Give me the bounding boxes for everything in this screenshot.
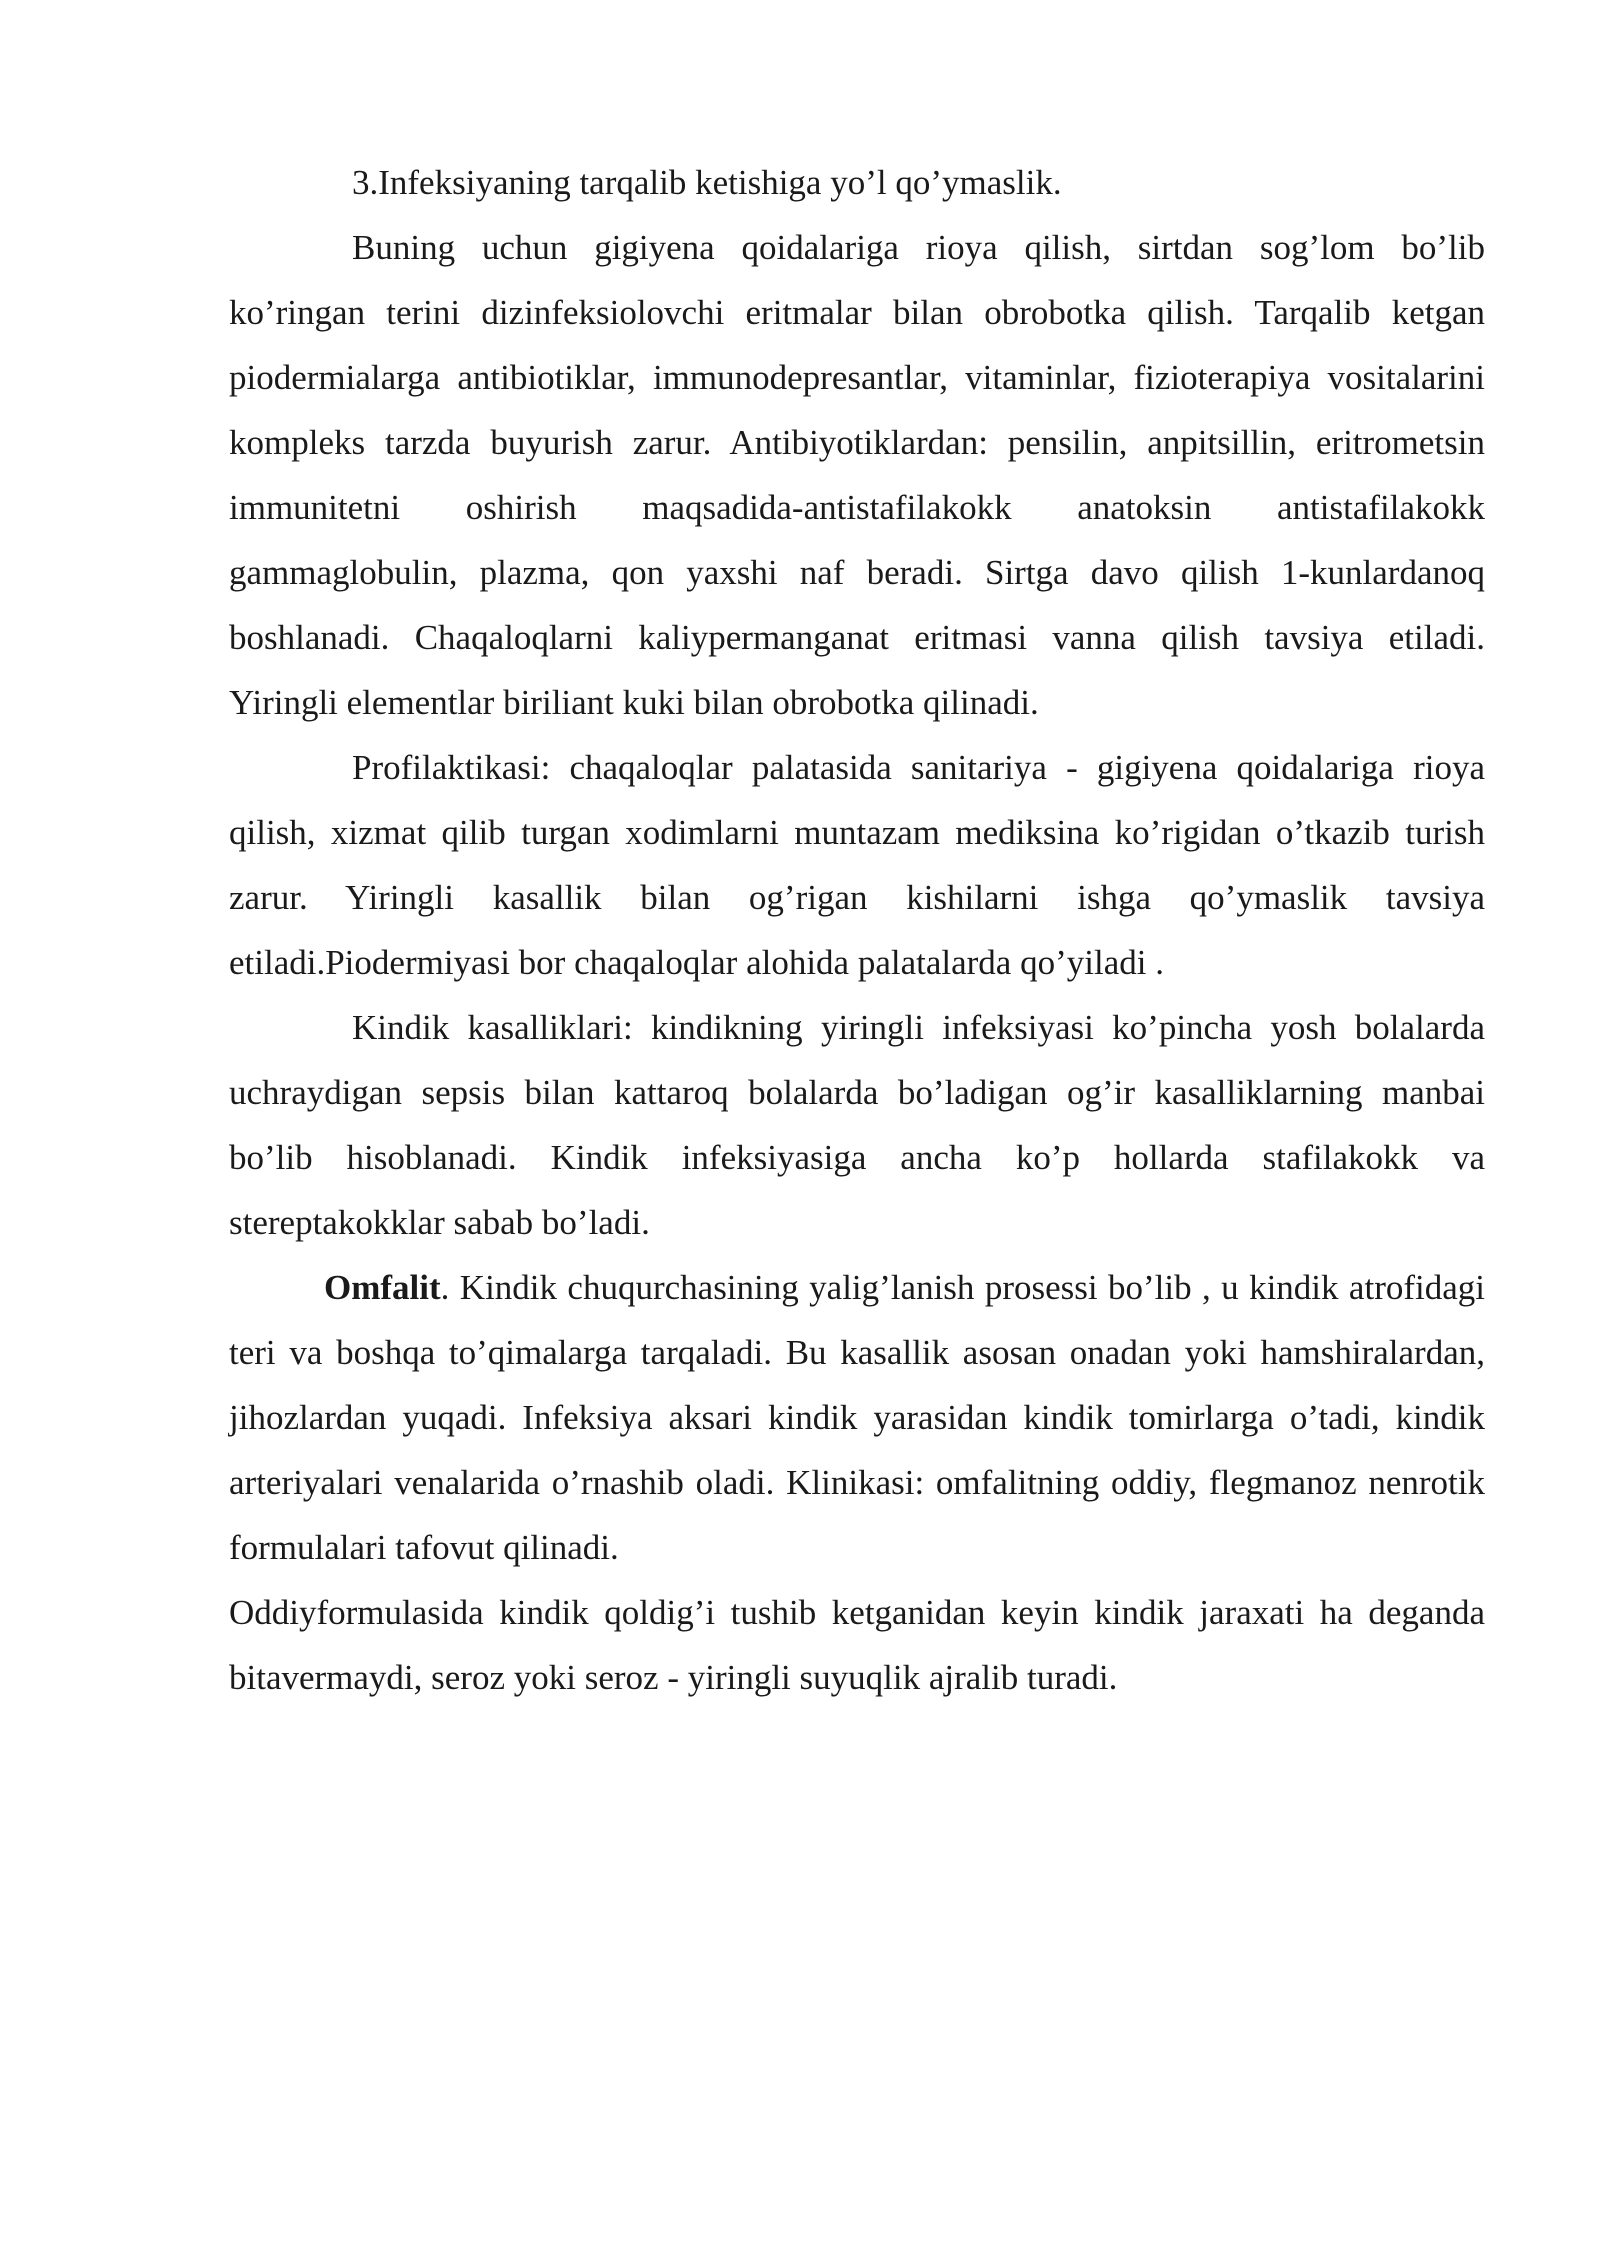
bold-term-omfalit: Omfalit	[324, 1268, 441, 1307]
paragraph-text: . Kindik chuqurchasining yalig’lanish prosessi bo’lib , u kindik atrofidagi teri va boshqa to’qimalarga tarqaladi. Bu kasallik asosan onadan yoki hamshiralardan, jihozlardan yuqadi. Infeksiya aksari kindik yarasidan kindik tomirlarga o’tadi, kindik arteriyalari venalarida o’rnashib oladi. Klinikasi: omfalitning oddiy, flegmanoz nenrotik formulalari tafovut qilinadi.	[229, 1268, 1485, 1567]
paragraph-text: 3.Infeksiyaning tarqalib ketishiga yo’l qo’ymaslik.	[352, 163, 1062, 202]
document-body	[229, 150, 1485, 1710]
paragraph-heading-item-3	[229, 150, 1485, 215]
paragraph-text: Oddiyformulasida kindik qoldig’i tushib ketganidan keyin kindik jaraxati ha deganda bitavermaydi, seroz yoki seroz - yiringli suyuqlik ajralib turadi.	[229, 1593, 1485, 1697]
paragraph-umbilical-diseases	[229, 995, 1485, 1255]
paragraph-text: Kindik kasalliklari: kindikning yiringli infeksiyasi ko’pincha yosh bolalarda uchraydigan sepsis bilan kattaroq bolalarda bo’ladigan og’ir kasalliklarning manbai bo’lib hisoblanadi. Kindik infeksiyasiga ancha ko’p hollarda stafilakokk va stereptakokklar sabab bo’ladi.	[229, 1008, 1485, 1242]
paragraph-prophylaxis	[229, 735, 1485, 995]
paragraph-simple-form	[229, 1580, 1485, 1710]
paragraph-text: Buning uchun gigiyena qoidalariga rioya qilish, sirtdan sog’lom bo’lib ko’ringan terini dizinfeksiolovchi eritmalar bilan obrobotka qilish. Tarqalib ketgan piodermialarga antibiotiklar, immunodepresantlar, vitaminlar, fizioterapiya vositalarini kompleks tarzda buyurish zarur. Antibiyotiklardan: pensilin, anpitsillin, eritrometsin immunitetni oshirish maqsadida-antistafilakokk anatoksin antistafilakokk gammaglobulin, plazma, qon yaxshi naf beradi. Sirtga davo qilish 1-kunlardanoq boshlanadi. Chaqaloqlarni kaliypermanganat eritmasi vanna qilish tavsiya etiladi. Yiringli elementlar biriliant kuki bilan obrobotka qilinadi.	[229, 228, 1485, 722]
paragraph-omphalitis	[229, 1255, 1485, 1580]
paragraph-text: Profilaktikasi: chaqaloqlar palatasida sanitariya - gigiyena qoidalariga rioya qilish, xizmat qilib turgan xodimlarni muntazam mediksina ko’rigidan o’tkazib turish zarur. Yiringli kasallik bilan og’rigan kishilarni ishga qo’ymaslik tavsiya etiladi.Piodermiyasi bor chaqaloqlar alohida palatalarda qo’yiladi .	[229, 748, 1485, 982]
paragraph-treatment	[229, 215, 1485, 735]
